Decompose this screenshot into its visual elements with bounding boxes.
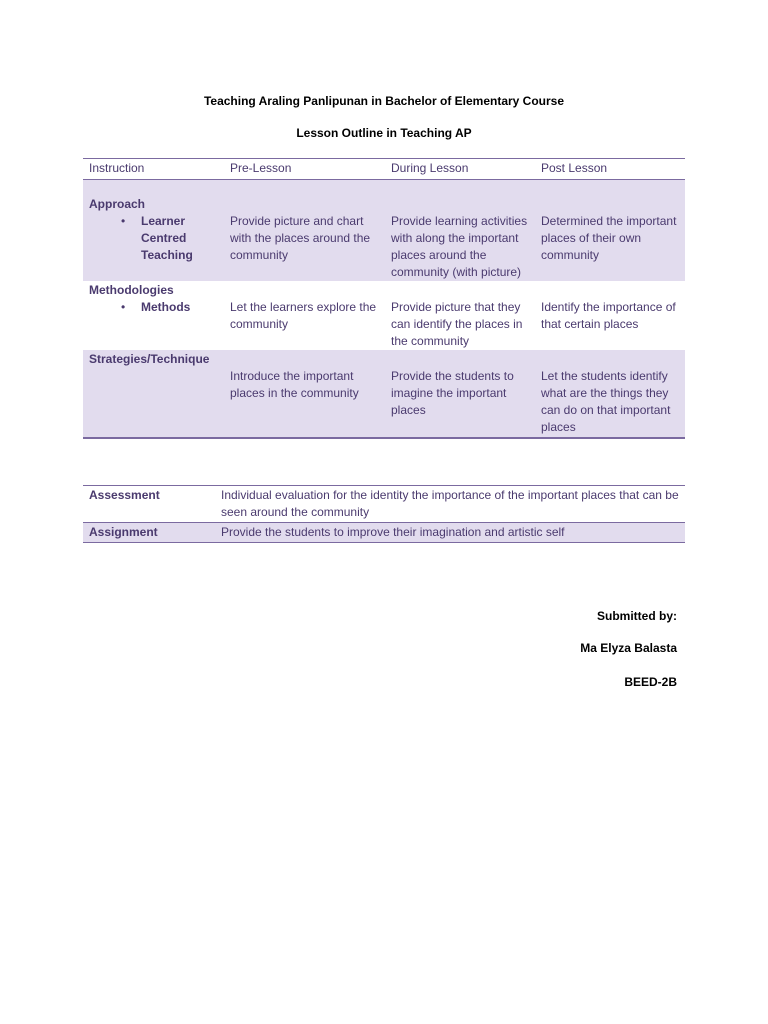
header-during-lesson: During Lesson [385,159,535,180]
cell-approach-post: Determined the important places of their own community [541,214,677,262]
header-pre-lesson: Pre-Lesson [224,159,385,180]
cell-approach-during: Provide learning activities with along the important places around the community (with picture) [391,214,528,279]
header-instruction: Instruction [83,159,224,180]
assessment-table [83,485,685,543]
table-row-strategies [83,350,685,438]
assignment-text: Provide the students to improve their imagination and artistic self [215,523,685,543]
assignment-label: Assignment [83,523,215,543]
submitter-section: BEED-2B [624,675,677,689]
cell-methodologies-pre: Let the learners explore the community [230,300,377,331]
row-label-strategies: Strategies/Technique [89,352,210,366]
table-row-methodologies [83,281,685,350]
cell-methodologies-during: Provide picture that they can identify the places in the community [391,300,523,348]
cell-methodologies-post: Identify the importance of that certain places [541,300,676,331]
cell-strategies-post: Let the students identify what are the things they can do on that important places [535,350,685,438]
bullet-icon: • [121,300,126,314]
document-title: Teaching Araling Panlipunan in Bachelor of Elementary Course [203,94,565,108]
table-row-approach [83,180,685,282]
cell-approach-pre: Provide picture and chart with the places around the community [230,214,371,262]
row-label-methodologies: Methodologies [89,283,174,297]
cell-strategies-during: Provide the students to imagine the important places [385,350,535,438]
assessment-row [83,486,685,523]
row-bullet-approach: Learner Centred Teaching [141,214,193,262]
assessment-text: Individual evaluation for the identity the importance of the important places that can be seen around the community [215,486,685,523]
assessment-label: Assessment [83,486,215,523]
bullet-icon: • [121,214,126,228]
document-subtitle: Lesson Outline in Teaching AP [296,126,472,140]
row-label-approach: Approach [89,197,146,211]
cell-strategies-pre: Introduce the important places in the community [224,350,385,438]
lesson-outline-table [83,158,685,439]
table-header-row [83,159,685,180]
row-bullet-methodologies: Methods [141,300,191,314]
submitted-by-label: Submitted by: [597,609,677,623]
header-post-lesson: Post Lesson [535,159,685,180]
assignment-row [83,523,685,543]
submitter-name: Ma Elyza Balasta [580,641,677,655]
